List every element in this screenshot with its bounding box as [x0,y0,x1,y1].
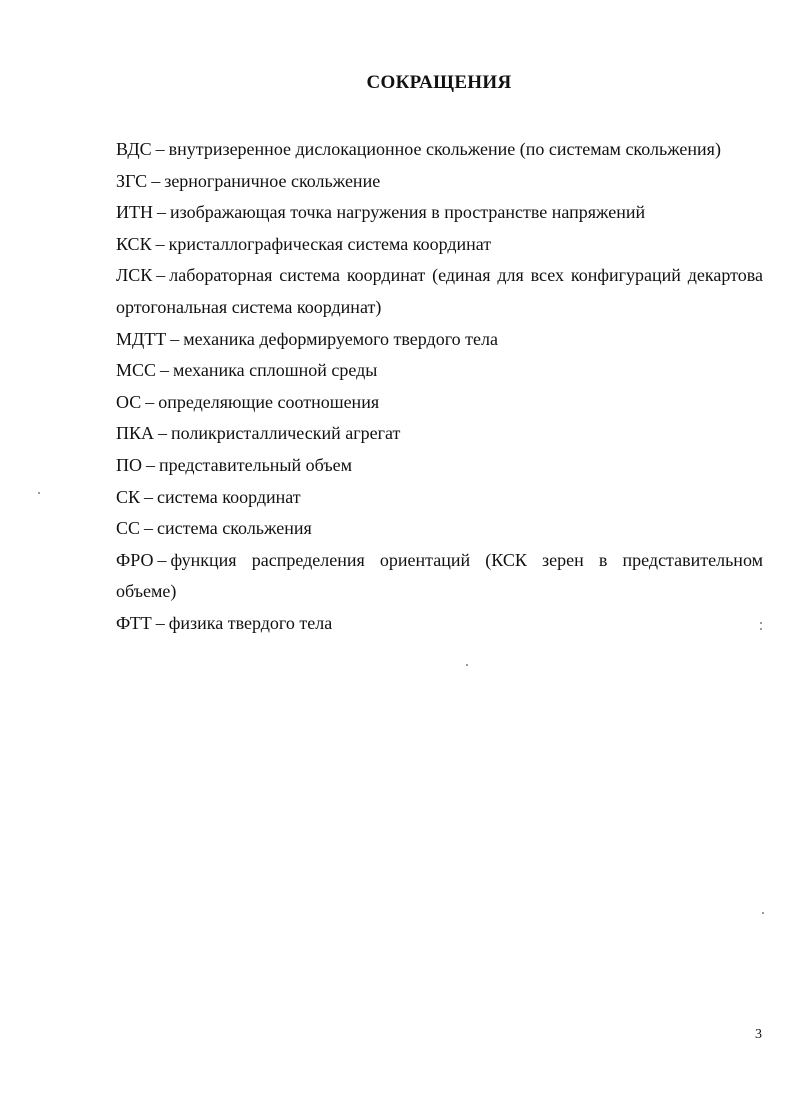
abbreviation-meaning: внутризеренное дислокационное скольжение (по системам скольжения) [168,139,721,159]
abbreviation-item [116,229,763,261]
separator-dash: – [160,360,170,381]
abbreviation-meaning: поликристаллический агрегат [171,423,401,444]
scan-speck [762,912,764,914]
abbreviation-meaning: определяющие соотношения [158,391,380,412]
abbreviation-term: ВДС [116,139,152,159]
separator-dash: – [146,454,155,475]
abbreviation-meaning: представительный объем [159,454,353,475]
abbreviation-item [116,166,763,198]
abbreviation-meaning: система скольжения [157,518,312,539]
separator-dash: – [155,612,165,633]
abbreviation-meaning: изображающая точка нагружения в пространстве напряжений [170,202,646,223]
abbreviation-term: СК [116,486,141,507]
separator-dash: – [151,170,161,191]
abbreviation-term: ФРО [116,549,154,570]
abbreviation-term: ФТТ [116,612,152,633]
abbreviation-meaning: система координат [157,486,301,507]
abbreviation-meaning: функция распределения ориентаций (КСК зерен в представительном объеме) [116,549,763,602]
separator-dash: – [155,233,165,254]
separator-dash: – [144,486,154,507]
abbreviation-item [116,513,763,545]
separator-dash: – [155,139,165,159]
abbreviation-term: ПКА [116,423,155,444]
scan-speck [466,664,468,666]
scan-speck [760,628,762,630]
page-title: СОКРАЩЕНИЯ [366,72,512,93]
separator-dash: – [156,265,166,286]
abbreviation-item [116,608,763,640]
abbreviation-meaning: кристаллографическая система координат [168,233,492,254]
abbreviation-item [116,355,763,387]
abbreviation-item [116,387,763,419]
abbreviation-item [116,545,763,608]
abbreviation-term: МСС [116,360,157,381]
abbreviation-meaning: лабораторная система координат (единая для всех конфигураций декартова ортогональная система координат) [116,265,763,317]
abbreviation-item [116,450,763,482]
abbreviation-term: ЗГС [116,170,148,191]
separator-dash: – [157,202,166,223]
abbreviation-item [116,134,763,166]
abbreviation-item [116,482,763,514]
abbreviation-item [116,260,763,323]
abbreviation-term: ПО [116,454,142,475]
abbreviation-meaning: механика сплошной среды [173,360,378,381]
abbreviation-term: ЛСК [116,265,153,286]
separator-dash: – [158,423,168,444]
separator-dash: – [144,518,154,539]
separator-dash: – [170,328,180,349]
scan-speck [38,492,40,494]
abbreviation-term: МДТТ [116,328,167,349]
abbreviation-meaning: механика деформируемого твердого тела [183,328,498,349]
scan-speck [760,622,762,624]
separator-dash: – [157,549,167,570]
abbreviation-term: ИТН [116,202,153,223]
abbreviation-item [116,324,763,356]
abbreviation-term: КСК [116,233,152,254]
abbreviation-meaning: физика твердого тела [168,612,333,633]
abbreviation-item [116,418,763,450]
abbreviation-list [116,134,763,640]
separator-dash: – [145,391,155,412]
abbreviation-term: СС [116,518,141,539]
abbreviation-meaning: зернограничное скольжение [164,170,381,191]
abbreviation-item [116,197,763,229]
abbreviation-term: ОС [116,391,142,412]
page-number: 3 [755,1027,762,1042]
